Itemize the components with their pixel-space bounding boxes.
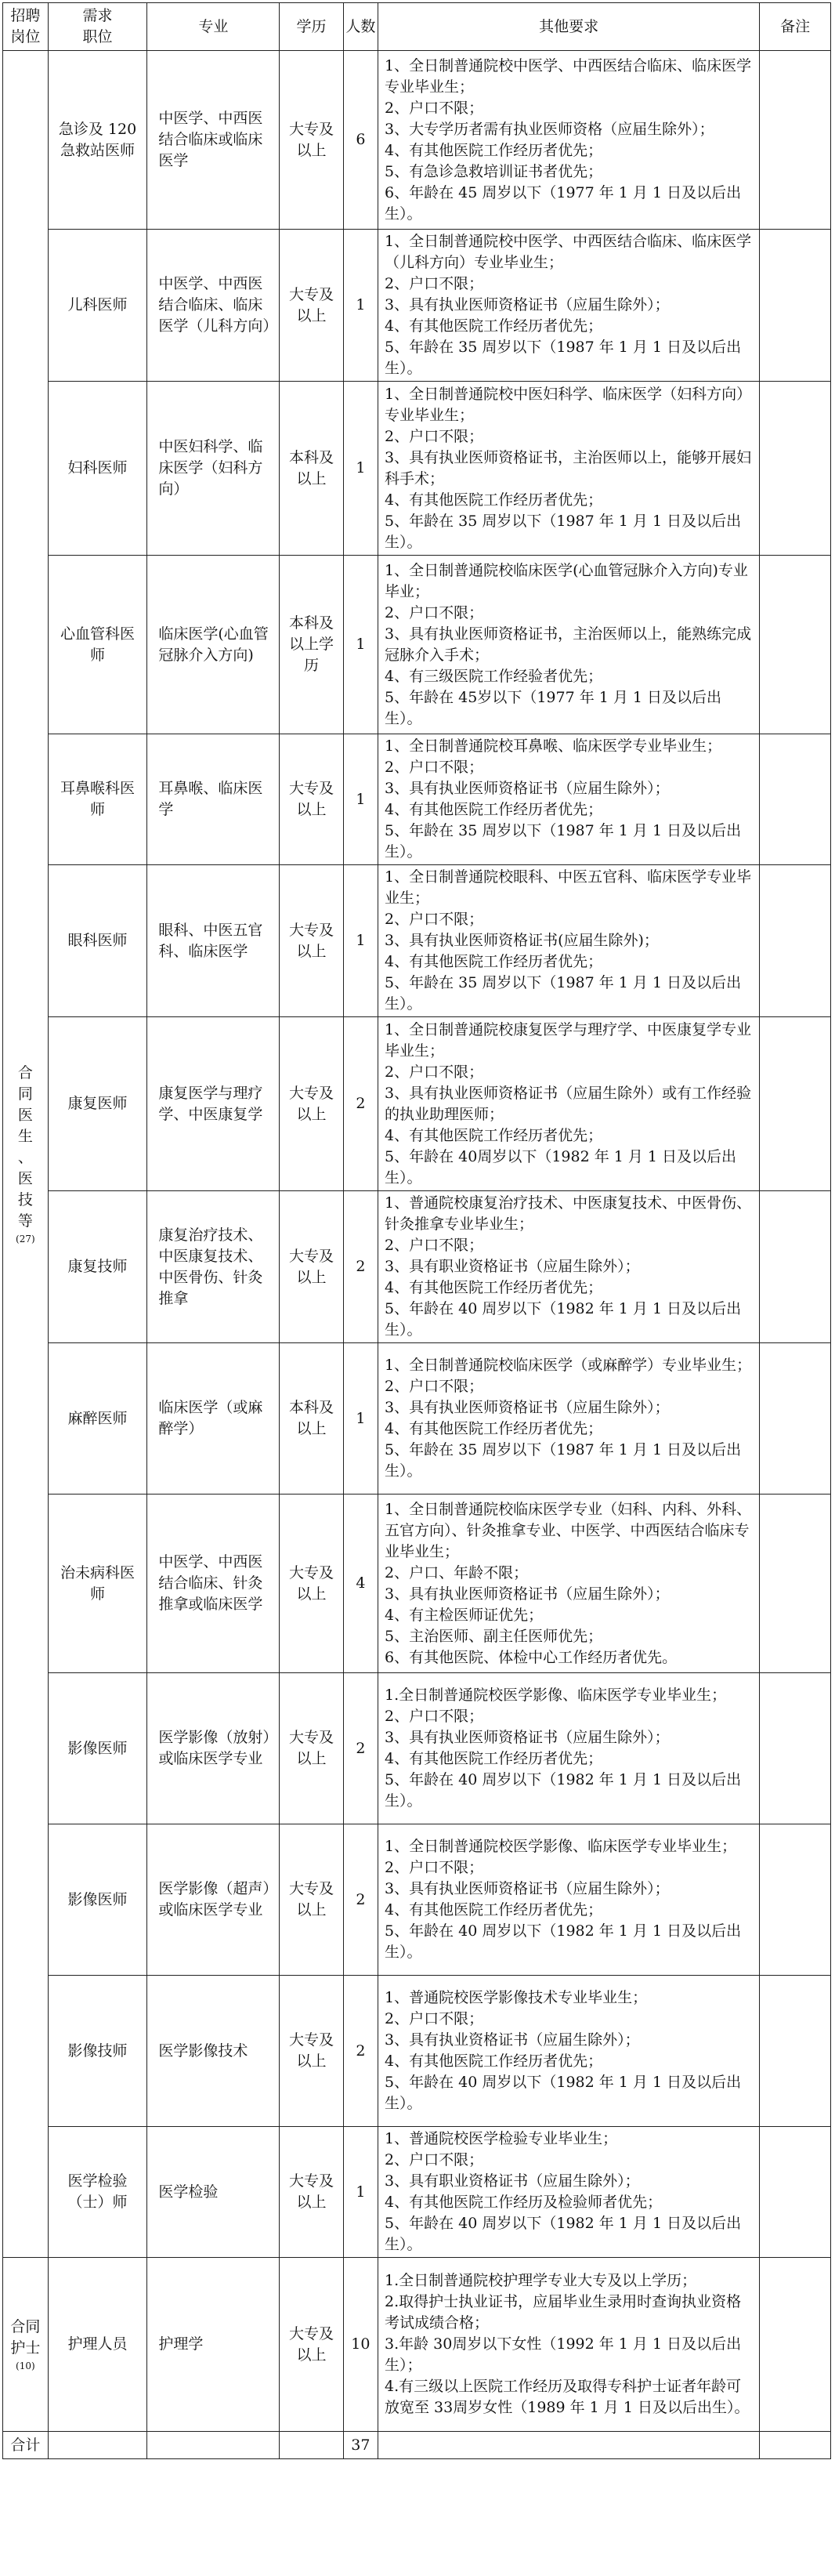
requirement-line: 4、有其他医院工作经历者优先；	[385, 953, 603, 970]
total-empty	[280, 2432, 343, 2459]
table-row	[3, 1495, 831, 1673]
job-title: 心血管科医师	[48, 556, 147, 734]
education-cell: 大专及以上	[280, 865, 343, 1017]
recruitment-table	[2, 2, 831, 2459]
headcount-cell: 2	[343, 1824, 378, 1976]
requirement-line: 3、具有执业医师资格证书，主治医师以上，能够开展妇科手术；	[385, 448, 752, 487]
table-row	[3, 51, 831, 230]
table-row	[3, 382, 831, 556]
headcount-cell: 2	[343, 1017, 378, 1191]
note-cell	[760, 2127, 831, 2258]
major-cell: 康复医学与理疗学、中医康复学	[147, 1017, 280, 1191]
requirement-line: 1、普通院校康复治疗技术、中医康复技术、中医骨伤、针灸推拿专业毕业生；	[385, 1194, 752, 1233]
group-label-contract-doctors	[3, 51, 49, 2258]
header-major: 专业	[147, 3, 280, 51]
headcount-cell: 2	[343, 1191, 378, 1343]
requirement-line: 3、具有执业资格证书（应届生除外）；	[385, 2031, 640, 2049]
note-cell	[760, 2258, 831, 2432]
requirement-line: 1、全日制普通院校临床医学(心血管冠脉介入方向)专业毕业；	[385, 561, 748, 600]
requirement-line: 2、户口、年龄不限；	[385, 1563, 529, 1581]
requirements-cell	[378, 2127, 760, 2258]
job-title: 影像技师	[48, 1976, 147, 2127]
total-empty	[760, 2432, 831, 2459]
requirement-line: 3、具有执业医师资格证书（应届生除外）；	[385, 296, 670, 313]
requirements-cell	[378, 2258, 760, 2432]
education-cell: 大专及以上	[280, 1824, 343, 1976]
job-title: 治未病科医师	[48, 1495, 147, 1673]
group-count: (27)	[16, 1233, 35, 1245]
requirement-line: 4、有其他医院工作经历者优先；	[385, 317, 603, 335]
requirement-line: 3、具有执业医师资格证书（应届生除外）；	[385, 1729, 670, 1746]
job-title: 眼科医师	[48, 865, 147, 1017]
requirement-line: 2、户口不限；	[385, 99, 484, 117]
header-post-line1: 招聘	[10, 7, 41, 24]
requirement-line: 3、具有执业医师资格证书（应届生除外）；	[385, 1585, 670, 1603]
major-cell: 临床医学(心血管冠脉介入方向)	[147, 556, 280, 734]
note-cell	[760, 1343, 831, 1495]
requirements-cell	[378, 1343, 760, 1495]
requirement-line: 1、普通院校医学影像技术专业毕业生；	[385, 1989, 648, 2006]
header-num: 人数	[343, 3, 378, 51]
group-label-char: 、	[17, 1148, 33, 1166]
requirement-line: 2、户口不限；	[385, 603, 484, 621]
header-req: 其他要求	[378, 3, 760, 51]
headcount-cell: 1	[343, 865, 378, 1017]
headcount-cell: 1	[343, 1343, 378, 1495]
table-row	[3, 865, 831, 1017]
requirements-cell	[378, 382, 760, 556]
note-cell	[760, 1824, 831, 1976]
requirement-line: 5、年龄在 40 周岁以下（1982 年 1 月 1 日及以后出生）。	[385, 1922, 742, 1961]
education-cell: 大专及以上	[280, 51, 343, 230]
education-cell: 本科及以上	[280, 1343, 343, 1495]
requirement-line: 3、具有执业医师资格证书，主治医师以上，能熟练完成冠脉介入手术；	[385, 625, 752, 664]
note-cell	[760, 51, 831, 230]
major-cell: 中医学、中西医结合临床、针灸推拿或临床医学	[147, 1495, 280, 1673]
table-row	[3, 1976, 831, 2127]
major-cell: 眼科、中医五官科、临床医学	[147, 865, 280, 1017]
table-row	[3, 1191, 831, 1343]
requirements-cell	[378, 1673, 760, 1824]
requirement-line: 1、全日制普通院校康复医学与理疗学、中医康复学专业毕业生；	[385, 1020, 752, 1060]
requirement-line: 5、年龄在 40周岁以下（1982 年 1 月 1 日及以后出生）。	[385, 1147, 737, 1187]
education-cell: 本科及以上	[280, 382, 343, 556]
group-label-char: 医	[17, 1106, 33, 1124]
group-label-line: 合同	[10, 2317, 41, 2335]
requirement-line: 1、全日制普通院校耳鼻喉、临床医学专业毕业生；	[385, 737, 722, 755]
header-post	[3, 3, 49, 51]
group-label-line: 护士	[10, 2339, 41, 2357]
table-row	[3, 1017, 831, 1191]
requirement-line: 3、具有执业医师资格证书(应届生除外)；	[385, 932, 659, 949]
note-cell	[760, 1191, 831, 1343]
requirements-cell	[378, 1017, 760, 1191]
requirement-line: 3、具有职业资格证书（应届生除外）；	[385, 1258, 640, 1275]
header-job-line1: 需求	[82, 7, 113, 24]
total-label: 合计	[3, 2432, 49, 2459]
requirement-line: 3、具有执业医师资格证书（应届生除外）或有工作经验的执业助理医师；	[385, 1084, 752, 1123]
headcount-cell: 10	[343, 2258, 378, 2432]
requirement-line: 3、具有执业医师资格证书（应届生除外）；	[385, 1399, 670, 1416]
requirement-line: 4、有其他医院工作经历者优先；	[385, 1750, 603, 1767]
requirement-line: 5、主治医师、副主任医师优先；	[385, 1627, 603, 1645]
table-row	[3, 230, 831, 382]
major-cell: 中医学、中西医结合临床或临床医学	[147, 51, 280, 230]
headcount-cell: 1	[343, 2127, 378, 2258]
table-row	[3, 1343, 831, 1495]
requirement-line: 1、全日制普通院校临床医学专业（妇科、内科、外科、五官方向）、针灸推拿专业、中医学、中西医结合临床专业毕业生；	[385, 1500, 752, 1560]
headcount-cell: 1	[343, 230, 378, 382]
table-row	[3, 556, 831, 734]
note-cell	[760, 1495, 831, 1673]
requirement-line: 1、全日制普通院校中医学、中西医结合临床、临床医学（儿科方向）专业毕业生；	[385, 233, 752, 271]
requirement-line: 4、有其他医院工作经历者优先；	[385, 1126, 603, 1144]
job-title: 医学检验（士）师	[48, 2127, 147, 2258]
job-title: 耳鼻喉科医师	[48, 734, 147, 865]
requirement-line: 2、户口不限；	[385, 2010, 484, 2027]
total-empty	[378, 2432, 760, 2459]
major-cell: 耳鼻喉、临床医学	[147, 734, 280, 865]
requirements-cell	[378, 51, 760, 230]
requirement-line: 4、有其他医院工作经历者优先；	[385, 491, 603, 509]
job-title: 护理人员	[48, 2258, 147, 2432]
requirements-cell	[378, 1976, 760, 2127]
requirement-line: 2、户口不限；	[385, 1378, 484, 1395]
group-label-char: 等	[17, 1212, 33, 1230]
requirement-line: 3、具有职业资格证书（应届生除外）；	[385, 2172, 640, 2190]
education-cell: 大专及以上	[280, 1495, 343, 1673]
header-note: 备注	[760, 3, 831, 51]
requirement-line: 3、具有执业医师资格证书（应届生除外）；	[385, 1880, 670, 1897]
headcount-cell: 2	[343, 1976, 378, 2127]
requirement-line: 5、年龄在 40 周岁以下（1982 年 1 月 1 日及以后出生）。	[385, 1771, 742, 1810]
note-cell	[760, 1976, 831, 2127]
headcount-cell: 6	[343, 51, 378, 230]
requirement-line: 2.取得护士执业证书，应届毕业生录用时查询执业资格考试成绩合格；	[385, 2293, 742, 2331]
requirement-line: 5、年龄在 35 周岁以下（1987 年 1 月 1 日及以后出生）。	[385, 1441, 742, 1480]
major-cell: 医学影像（超声）或临床医学专业	[147, 1824, 280, 1976]
job-title: 影像医师	[48, 1824, 147, 1976]
table-row	[3, 734, 831, 865]
requirement-line: 5、年龄在 35 周岁以下（1987 年 1 月 1 日及以后出生）。	[385, 512, 742, 551]
job-title: 影像医师	[48, 1673, 147, 1824]
requirements-cell	[378, 865, 760, 1017]
header-post-line2: 岗位	[10, 28, 41, 45]
job-title: 麻醉医师	[48, 1343, 147, 1495]
education-cell: 大专及以上	[280, 1017, 343, 1191]
major-cell: 康复治疗技术、中医康复技术、中医骨伤、针灸推拿	[147, 1191, 280, 1343]
requirement-line: 1、全日制普通院校临床医学（或麻醉学）专业毕业生；	[385, 1357, 752, 1374]
education-cell: 大专及以上	[280, 1673, 343, 1824]
requirement-line: 5、有急诊急救培训证书者优先；	[385, 162, 603, 180]
requirement-line: 4、有其他医院工作经历者优先；	[385, 2052, 603, 2070]
requirements-cell	[378, 1824, 760, 1976]
education-cell: 大专及以上	[280, 1976, 343, 2127]
table-row	[3, 1673, 831, 1824]
requirement-line: 4、有其他医院工作经历及检验师者优先；	[385, 2194, 663, 2211]
headcount-cell: 1	[343, 556, 378, 734]
job-title: 急诊及 120 急救站医师	[48, 51, 147, 230]
total-empty	[147, 2432, 280, 2459]
requirement-line: 4、有其他医院工作经历者优先；	[385, 1420, 603, 1437]
requirement-line: 2、户口不限；	[385, 759, 484, 776]
total-empty	[48, 2432, 147, 2459]
note-cell	[760, 734, 831, 865]
requirement-line: 2、户口不限；	[385, 1708, 484, 1725]
requirement-line: 2、户口不限；	[385, 1859, 484, 1876]
requirement-line: 6、年龄在 45 周岁以下（1977 年 1 月 1 日及以后出生）。	[385, 183, 742, 223]
education-cell: 本科及以上学历	[280, 556, 343, 734]
requirement-line: 4.有三级以上医院工作经历及取得专科护士证者年龄可放宽至 33周岁女性（1989 年 1 月 1 日及以后出生）。	[385, 2378, 750, 2416]
job-title: 康复技师	[48, 1191, 147, 1343]
requirement-line: 4、有其他医院工作经历者优先；	[385, 801, 603, 818]
requirements-cell	[378, 1191, 760, 1343]
header-job	[48, 3, 147, 51]
header-row	[3, 3, 831, 51]
note-cell	[760, 382, 831, 556]
requirement-line: 5、年龄在 35 周岁以下（1987 年 1 月 1 日及以后出生）。	[385, 822, 742, 860]
requirement-line: 1、全日制普通院校眼科、中医五官科、临床医学专业毕业生；	[385, 868, 752, 907]
job-title: 儿科医师	[48, 230, 147, 382]
requirement-line: 5、年龄在 45岁以下（1977 年 1 月 1 日及以后出生）。	[385, 688, 722, 727]
group-label-char: 医	[17, 1169, 33, 1187]
requirement-line: 1、全日制普通院校中医学、中西医结合临床、临床医学专业毕业生；	[385, 56, 752, 96]
group-label-char: 生	[17, 1127, 33, 1145]
group-count: (10)	[16, 2360, 35, 2371]
requirement-line: 4、有其他医院工作经历者优先；	[385, 1901, 603, 1918]
requirement-line: 2、户口不限；	[385, 911, 484, 928]
requirement-line: 3、具有执业医师资格证书（应届生除外）；	[385, 780, 670, 797]
requirement-line: 1.全日制普通院校护理学专业大专及以上学历；	[385, 2272, 697, 2289]
total-num: 37	[343, 2432, 378, 2459]
major-cell: 中医学、中西医结合临床、临床医学（儿科方向）	[147, 230, 280, 382]
major-cell: 临床医学（或麻醉学）	[147, 1343, 280, 1495]
requirement-line: 1、普通院校医学检验专业毕业生；	[385, 2130, 618, 2147]
group-label-contract-nurses	[3, 2258, 49, 2432]
requirement-line: 1.全日制普通院校医学影像、临床医学专业毕业生；	[385, 1687, 727, 1704]
note-cell	[760, 1673, 831, 1824]
education-cell: 大专及以上	[280, 2258, 343, 2432]
note-cell	[760, 230, 831, 382]
headcount-cell: 1	[343, 734, 378, 865]
headcount-cell: 4	[343, 1495, 378, 1673]
requirement-line: 5、年龄在 35 周岁以下（1987 年 1 月 1 日及以后出生）。	[385, 974, 742, 1013]
group-label-char: 同	[17, 1085, 33, 1103]
requirement-line: 4、有其他医院工作经历者优先；	[385, 1279, 603, 1296]
education-cell: 大专及以上	[280, 734, 343, 865]
education-cell: 大专及以上	[280, 1191, 343, 1343]
requirement-line: 2、户口不限；	[385, 275, 484, 292]
requirement-line: 2、户口不限；	[385, 427, 484, 445]
requirement-line: 5、年龄在 40 周岁以下（1982 年 1 月 1 日及以后出生）。	[385, 1300, 742, 1339]
requirement-line: 5、年龄在 40 周岁以下（1982 年 1 月 1 日及以后出生）。	[385, 2074, 742, 2112]
note-cell	[760, 865, 831, 1017]
table-row	[3, 2127, 831, 2258]
major-cell: 中医妇科学、临床医学（妇科方向）	[147, 382, 280, 556]
requirement-line: 2、户口不限；	[385, 1237, 484, 1254]
requirement-line: 3.年龄 30周岁以下女性（1992 年 1 月 1 日及以后出生）；	[385, 2335, 742, 2374]
table-body	[3, 51, 831, 2459]
header-edu: 学历	[280, 3, 343, 51]
requirements-cell	[378, 556, 760, 734]
job-title: 康复医师	[48, 1017, 147, 1191]
major-cell: 医学影像（放射）或临床医学专业	[147, 1673, 280, 1824]
requirement-line: 4、有其他医院工作经历者优先；	[385, 141, 603, 159]
requirement-line: 3、大专学历者需有执业医师资格（应届生除外）；	[385, 120, 714, 138]
major-cell: 医学检验	[147, 2127, 280, 2258]
major-cell: 护理学	[147, 2258, 280, 2432]
job-title: 妇科医师	[48, 382, 147, 556]
requirement-line: 6、有其他医院、体检中心工作经历者优先。	[385, 1648, 678, 1666]
requirement-line: 2、户口不限；	[385, 2151, 484, 2168]
major-cell: 医学影像技术	[147, 1976, 280, 2127]
requirement-line: 2、户口不限；	[385, 1063, 484, 1081]
requirement-line: 4、有三级医院工作经验者优先；	[385, 667, 603, 685]
requirements-cell	[378, 1495, 760, 1673]
requirement-line: 1、全日制普通院校医学影像、临床医学专业毕业生；	[385, 1838, 737, 1855]
requirement-line: 4、有主检医师证优先；	[385, 1606, 544, 1624]
total-row	[3, 2432, 831, 2459]
requirement-line: 5、年龄在 40 周岁以下（1982 年 1 月 1 日及以后出生）。	[385, 2215, 742, 2253]
group-label-char: 合	[17, 1063, 33, 1081]
requirements-cell	[378, 230, 760, 382]
note-cell	[760, 556, 831, 734]
header-job-line2: 职位	[82, 28, 113, 45]
education-cell: 大专及以上	[280, 230, 343, 382]
table-row	[3, 1824, 831, 1976]
requirements-cell	[378, 734, 760, 865]
note-cell	[760, 1017, 831, 1191]
requirement-line: 5、年龄在 35 周岁以下（1987 年 1 月 1 日及以后出生）。	[385, 339, 742, 377]
table-row	[3, 2258, 831, 2432]
requirement-line: 1、全日制普通院校中医妇科学、临床医学（妇科方向）专业毕业生；	[385, 385, 752, 424]
group-label-char: 技	[17, 1190, 33, 1208]
headcount-cell: 2	[343, 1673, 378, 1824]
headcount-cell: 1	[343, 382, 378, 556]
education-cell: 大专及以上	[280, 2127, 343, 2258]
